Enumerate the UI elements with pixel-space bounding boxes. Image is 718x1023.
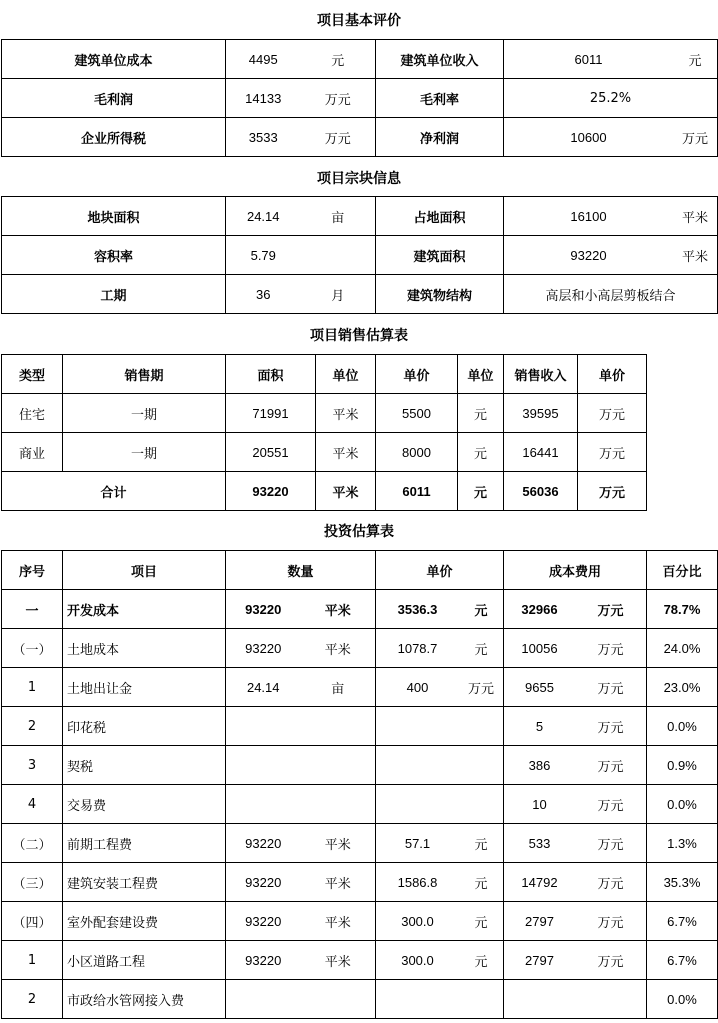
basic-eval-table — [1, 39, 718, 157]
land-info-field-unit: 平米 — [681, 210, 708, 226]
invest-cell-item: 小区道路工程 — [63, 941, 226, 980]
invest-cell-cost — [504, 902, 647, 941]
land-info-row — [2, 197, 718, 236]
invest-cell-pct: 0.0% — [647, 980, 718, 1019]
sales-total-price: 6011 — [376, 472, 458, 511]
invest-cell-no: 2 — [2, 707, 63, 746]
table-row — [2, 746, 718, 785]
invest-cell-price-unit: 元 — [474, 642, 488, 658]
invest-cell-no: 一 — [2, 590, 63, 629]
invest-cell-cost — [504, 824, 647, 863]
invest-cell-cost — [504, 746, 647, 785]
sales-cell-period: 一期 — [63, 433, 226, 472]
invest-cell-cost-unit: 万元 — [597, 603, 624, 619]
invest-cell-cost-value: 32966 — [521, 601, 558, 617]
land-info-field-value: 36 — [256, 286, 271, 302]
basic-eval-field-value: 4495 — [248, 51, 278, 67]
basic-eval-field-value: 14133 — [245, 90, 282, 106]
sales-total-income-unit: 万元 — [578, 472, 647, 511]
sales-cell-price-unit: 元 — [458, 433, 504, 472]
basic-eval-label: 企业所得税 — [2, 118, 226, 157]
basic-eval-field-unit: 元 — [688, 53, 702, 69]
table-row — [2, 824, 718, 863]
invest-cell-cost — [504, 629, 647, 668]
invest-cell-price — [376, 590, 504, 629]
invest-cell-qty-value: 93220 — [245, 601, 282, 617]
invest-cell-qty-value: 93220 — [245, 640, 282, 656]
invest-cell-cost-value: 2797 — [525, 952, 554, 968]
table-row — [2, 707, 718, 746]
invest-cell-qty-value: 24.14 — [246, 679, 280, 695]
basic-eval-row — [2, 79, 718, 118]
invest-cell-qty — [226, 980, 376, 1019]
invest-cell-price — [376, 941, 504, 980]
invest-cell-cost — [504, 785, 647, 824]
sales-header-type: 类型 — [2, 355, 63, 394]
invest-cell-cost-value: 10056 — [521, 640, 558, 656]
sales-header-price: 单价 — [376, 355, 458, 394]
land-info-field-value: 93220 — [570, 247, 607, 263]
basic-eval-label: 建筑单位收入 — [376, 40, 504, 79]
basic-eval-field — [226, 79, 376, 118]
invest-cell-item: 契税 — [63, 746, 226, 785]
sales-cell-area: 20551 — [226, 433, 316, 472]
invest-header-cost: 成本费用 — [504, 551, 647, 590]
land-info-row — [2, 275, 718, 314]
land-info-field — [504, 236, 718, 275]
land-info-field-unit: 亩 — [331, 210, 345, 226]
land-info-field: 高层和小高层剪板结合 — [504, 275, 718, 314]
invest-cell-item: 土地成本 — [63, 629, 226, 668]
invest-cell-cost — [504, 590, 647, 629]
invest-cell-no: 1 — [2, 941, 63, 980]
sales-header-income-unit: 单价 — [578, 355, 647, 394]
invest-cell-qty-unit: 平米 — [324, 603, 351, 619]
table-row — [2, 980, 718, 1019]
invest-cell-price-value: 3536.3 — [397, 601, 438, 617]
table-row — [2, 941, 718, 980]
invest-cell-price — [376, 668, 504, 707]
invest-cell-no: （三） — [2, 863, 63, 902]
invest-cell-pct: 35.3% — [647, 863, 718, 902]
sales-total-label: 合计 — [2, 472, 226, 511]
invest-cell-price-value: 300.0 — [401, 913, 434, 929]
invest-cell-cost-unit: 万元 — [597, 798, 624, 814]
invest-header-price: 单价 — [376, 551, 504, 590]
basic-eval-label: 净利润 — [376, 118, 504, 157]
invest-cell-price-unit: 元 — [474, 915, 488, 931]
invest-cell-price — [376, 785, 504, 824]
invest-cell-item: 土地出让金 — [63, 668, 226, 707]
invest-cell-qty-value: 93220 — [245, 874, 282, 890]
sales-cell-type: 住宅 — [2, 394, 63, 433]
invest-cell-cost — [504, 707, 647, 746]
invest-cell-pct: 6.7% — [647, 941, 718, 980]
sales-cell-type: 商业 — [2, 433, 63, 472]
invest-cell-qty-value: 93220 — [245, 835, 282, 851]
land-info-table — [1, 196, 718, 314]
table-row — [2, 785, 718, 824]
land-info-field — [226, 197, 376, 236]
invest-cell-cost-value: 14792 — [521, 874, 558, 890]
land-info-label: 占地面积 — [376, 197, 504, 236]
invest-cell-cost — [504, 668, 647, 707]
invest-cell-pct: 0.0% — [647, 707, 718, 746]
invest-cell-cost — [504, 941, 647, 980]
invest-cell-pct: 6.7% — [647, 902, 718, 941]
invest-header-row — [2, 551, 718, 590]
sales-header-period: 销售期 — [63, 355, 226, 394]
invest-cell-pct: 24.0% — [647, 629, 718, 668]
invest-cell-price-value: 1586.8 — [397, 874, 438, 890]
sales-cell-price-unit: 元 — [458, 394, 504, 433]
invest-cell-price — [376, 902, 504, 941]
land-info-field-value: 16100 — [570, 208, 607, 224]
invest-header-pct: 百分比 — [647, 551, 718, 590]
invest-cell-pct: 1.3% — [647, 824, 718, 863]
invest-table — [1, 550, 718, 1019]
invest-cell-price-unit: 元 — [474, 876, 488, 892]
table-row — [2, 433, 647, 472]
invest-cell-cost-value: 10 — [532, 796, 547, 812]
invest-cell-price — [376, 863, 504, 902]
invest-cell-price — [376, 824, 504, 863]
table-row — [2, 668, 718, 707]
land-info-label: 地块面积 — [2, 197, 226, 236]
table-row — [2, 394, 647, 433]
invest-cell-price-unit: 元 — [474, 954, 488, 970]
invest-cell-no: （一） — [2, 629, 63, 668]
invest-cell-price — [376, 746, 504, 785]
invest-cell-cost-value: 533 — [528, 835, 551, 851]
land-info-field-unit: 月 — [331, 288, 345, 304]
invest-cell-item: 市政给水管网接入费 — [63, 980, 226, 1019]
invest-cell-item: 印花税 — [63, 707, 226, 746]
invest-header-no: 序号 — [2, 551, 63, 590]
invest-cell-no: 3 — [2, 746, 63, 785]
sales-cell-area-unit: 平米 — [316, 433, 376, 472]
invest-cell-pct: 0.9% — [647, 746, 718, 785]
basic-eval-field — [504, 118, 718, 157]
sales-header-price-unit: 单位 — [458, 355, 504, 394]
sales-header-area: 面积 — [226, 355, 316, 394]
basic-eval-field-value: 6011 — [574, 51, 603, 67]
invest-cell-item: 交易费 — [63, 785, 226, 824]
invest-cell-no: 1 — [2, 668, 63, 707]
basic-eval-field — [226, 40, 376, 79]
table-row — [2, 863, 718, 902]
land-info-field — [504, 197, 718, 236]
basic-eval-field — [226, 118, 376, 157]
land-info-field-value: 5.79 — [250, 247, 276, 263]
invest-cell-pct: 78.7% — [647, 590, 718, 629]
invest-cell-qty — [226, 785, 376, 824]
sales-header-row — [2, 355, 647, 394]
invest-cell-qty — [226, 824, 376, 863]
invest-cell-no: 4 — [2, 785, 63, 824]
invest-cell-qty-unit: 平米 — [324, 876, 351, 892]
basic-eval-field-unit: 万元 — [324, 131, 351, 147]
land-info-field-value: 24.14 — [246, 208, 280, 224]
invest-cell-qty-unit: 平米 — [324, 837, 351, 853]
invest-cell-cost-value: 5 — [535, 718, 544, 734]
sales-cell-income: 39595 — [504, 394, 578, 433]
land-info-label: 工期 — [2, 275, 226, 314]
invest-cell-cost — [504, 863, 647, 902]
basic-eval-field-unit: 万元 — [681, 131, 708, 147]
invest-cell-price-value: 300.0 — [401, 952, 434, 968]
invest-cell-cost-unit: 万元 — [597, 954, 624, 970]
invest-cell-cost — [504, 980, 647, 1019]
land-info-field — [226, 236, 376, 275]
land-info-label: 容积率 — [2, 236, 226, 275]
invest-cell-qty-value: 93220 — [245, 952, 282, 968]
sales-cell-area-unit: 平米 — [316, 394, 376, 433]
invest-cell-item: 前期工程费 — [63, 824, 226, 863]
invest-cell-price-unit: 元 — [474, 603, 488, 619]
invest-cell-cost-unit: 万元 — [597, 876, 624, 892]
basic-eval-row — [2, 40, 718, 79]
land-info-title: 项目宗块信息 — [317, 171, 401, 187]
sales-cell-income-unit: 万元 — [578, 394, 647, 433]
sales-cell-period: 一期 — [63, 394, 226, 433]
table-row — [2, 902, 718, 941]
sales-total-income: 56036 — [504, 472, 578, 511]
basic-eval-row — [2, 118, 718, 157]
invest-cell-qty-unit: 亩 — [331, 681, 345, 697]
invest-cell-no: （二） — [2, 824, 63, 863]
invest-cell-price-value: 57.1 — [404, 835, 431, 851]
land-info-label: 建筑物结构 — [376, 275, 504, 314]
invest-cell-price-value: 1078.7 — [397, 640, 438, 656]
sales-title: 项目销售估算表 — [310, 328, 408, 344]
sales-header-area-unit: 单位 — [316, 355, 376, 394]
invest-cell-item: 开发成本 — [63, 590, 226, 629]
table-row — [2, 590, 718, 629]
invest-cell-cost-unit: 万元 — [597, 759, 624, 775]
invest-cell-qty — [226, 746, 376, 785]
invest-cell-price-unit: 元 — [474, 837, 488, 853]
invest-cell-price — [376, 707, 504, 746]
invest-cell-item: 室外配套建设费 — [63, 902, 226, 941]
basic-eval-title: 项目基本评价 — [317, 13, 401, 29]
invest-cell-qty — [226, 902, 376, 941]
basic-eval-field-value: 3533 — [248, 129, 278, 145]
invest-cell-qty — [226, 863, 376, 902]
sales-cell-area: 71991 — [226, 394, 316, 433]
sales-cell-income-unit: 万元 — [578, 433, 647, 472]
invest-cell-no: （四） — [2, 902, 63, 941]
land-info-field — [226, 275, 376, 314]
invest-cell-qty — [226, 941, 376, 980]
invest-cell-qty-unit: 平米 — [324, 954, 351, 970]
basic-eval-field — [504, 40, 718, 79]
invest-cell-price-value: 400 — [406, 679, 429, 695]
basic-eval-label: 建筑单位成本 — [2, 40, 226, 79]
basic-eval-field-unit: 万元 — [324, 92, 351, 108]
invest-cell-qty-value: 93220 — [245, 913, 282, 929]
sales-header-income: 销售收入 — [504, 355, 578, 394]
sales-total-row — [2, 472, 647, 511]
sales-cell-price: 5500 — [376, 394, 458, 433]
basic-eval-field: 25.2% — [504, 79, 718, 118]
sales-table — [1, 354, 647, 511]
invest-cell-qty — [226, 629, 376, 668]
invest-header-item: 项目 — [63, 551, 226, 590]
invest-header-qty: 数量 — [226, 551, 376, 590]
basic-eval-field-value: 10600 — [570, 129, 607, 145]
invest-cell-pct: 0.0% — [647, 785, 718, 824]
invest-cell-qty — [226, 668, 376, 707]
invest-cell-qty — [226, 707, 376, 746]
sales-cell-price: 8000 — [376, 433, 458, 472]
sales-total-price-unit: 元 — [458, 472, 504, 511]
basic-eval-field-unit: 元 — [331, 53, 345, 69]
invest-cell-cost-value: 386 — [528, 757, 551, 773]
invest-cell-cost-unit: 万元 — [597, 720, 624, 736]
invest-cell-cost-value: 2797 — [525, 913, 554, 929]
invest-cell-cost-value: 9655 — [525, 679, 554, 695]
sales-cell-income: 16441 — [504, 433, 578, 472]
land-info-label: 建筑面积 — [376, 236, 504, 275]
invest-cell-cost-unit: 万元 — [597, 642, 624, 658]
land-info-row — [2, 236, 718, 275]
land-info-field-unit: 平米 — [681, 249, 708, 265]
invest-cell-cost-unit: 万元 — [597, 837, 624, 853]
invest-cell-price — [376, 980, 504, 1019]
invest-cell-cost-unit: 万元 — [597, 915, 624, 931]
invest-cell-price — [376, 629, 504, 668]
sales-total-area-unit: 平米 — [316, 472, 376, 511]
invest-cell-qty-unit: 平米 — [324, 915, 351, 931]
basic-eval-label: 毛利率 — [376, 79, 504, 118]
table-row — [2, 629, 718, 668]
invest-cell-price-unit: 万元 — [467, 681, 494, 697]
invest-cell-no: 2 — [2, 980, 63, 1019]
sales-total-area: 93220 — [226, 472, 316, 511]
invest-cell-item: 建筑安装工程费 — [63, 863, 226, 902]
invest-cell-pct: 23.0% — [647, 668, 718, 707]
invest-cell-qty — [226, 590, 376, 629]
invest-title: 投资估算表 — [324, 524, 394, 540]
invest-cell-cost-unit: 万元 — [597, 681, 624, 697]
invest-cell-qty-unit: 平米 — [324, 642, 351, 658]
basic-eval-label: 毛利润 — [2, 79, 226, 118]
